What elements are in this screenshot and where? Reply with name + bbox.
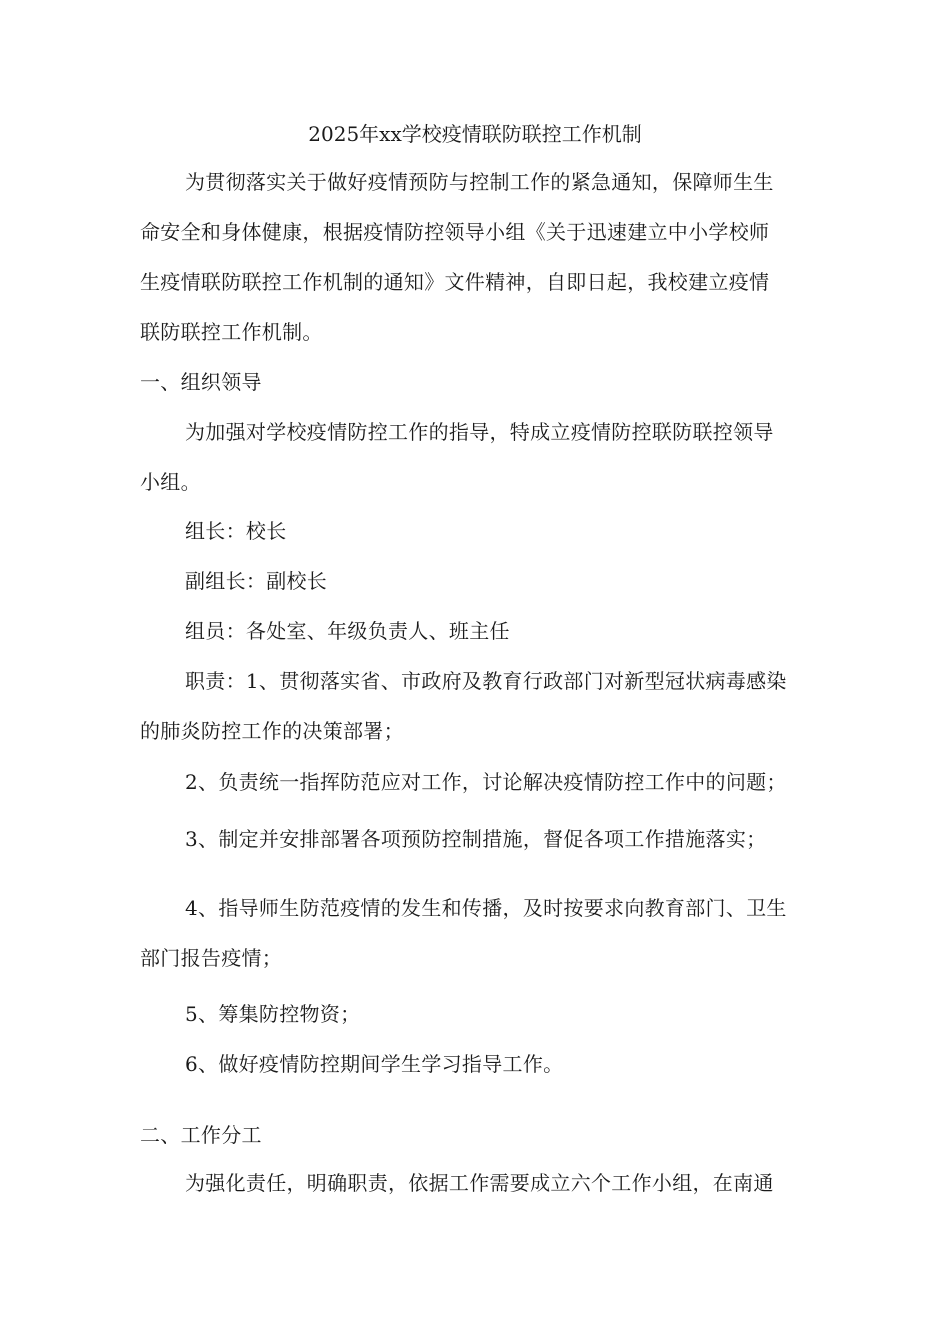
duty-item-2: 2、负责统一指挥防范应对工作，讨论解决疫情防控工作中的问题； (185, 770, 787, 794)
duty-item-4-line-1: 4、指导师生防范疫情的发生和传播，及时按要求向教育部门、卫生 (185, 896, 787, 920)
duty-item-6: 6、做好疫情防控期间学生学习指导工作。 (185, 1052, 564, 1076)
section1-heading: 一、组织领导 (140, 370, 262, 394)
intro-line-1: 为贯彻落实关于做好疫情预防与控制工作的紧急通知，保障师生生 (185, 170, 774, 194)
section2-para-line-1: 为强化责任，明确职责，依据工作需要成立六个工作小组，在南通 (185, 1171, 774, 1195)
section2-heading: 二、工作分工 (140, 1123, 262, 1147)
section1-para-line-2: 小组。 (140, 470, 201, 494)
intro-line-2: 命安全和身体健康，根据疫情防控领导小组《关于迅速建立中小学校师 (140, 220, 770, 244)
members-line: 组员：各处室、年级负责人、班主任 (185, 619, 510, 643)
leader-line: 组长：校长 (185, 519, 287, 543)
intro-line-4: 联防联控工作机制。 (140, 320, 323, 344)
deputy-line: 副组长：副校长 (185, 569, 328, 593)
duty-item-3: 3、制定并安排部署各项预防控制措施，督促各项工作措施落实； (185, 827, 767, 851)
duty-line-2: 的肺炎防控工作的决策部署； (140, 719, 404, 743)
intro-line-3: 生疫情联防联控工作机制的通知》文件精神，自即日起，我校建立疫情 (140, 270, 770, 294)
section1-para-line-1: 为加强对学校疫情防控工作的指导，特成立疫情防控联防联控领导 (185, 420, 774, 444)
duty-item-4-line-2: 部门报告疫情； (140, 946, 283, 970)
document-title: 2025年xx学校疫情联防联控工作机制 (308, 122, 642, 146)
duty-line-1: 职责：1、贯彻落实省、市政府及教育行政部门对新型冠状病毒感染 (185, 669, 787, 693)
duty-item-5: 5、筹集防控物资； (185, 1002, 361, 1026)
